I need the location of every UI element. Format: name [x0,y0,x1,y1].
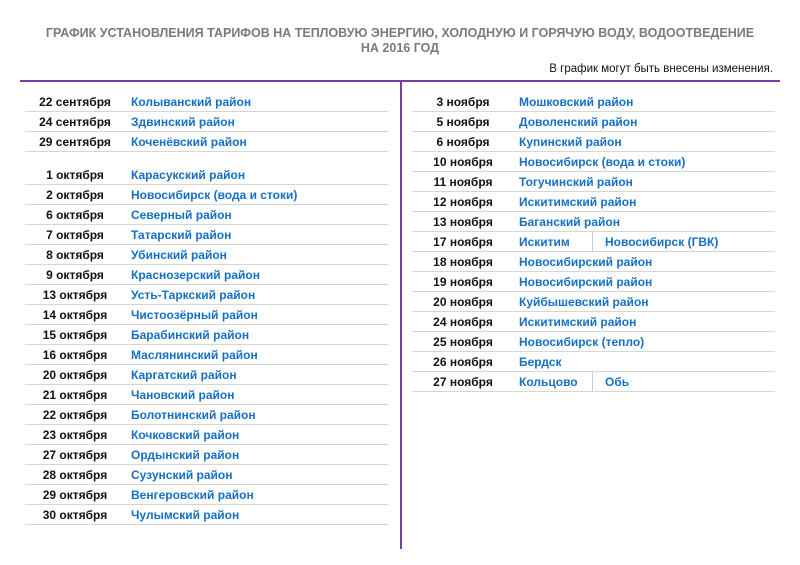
schedule-date: 28 октября [42,467,108,482]
schedule-row [25,345,388,365]
schedule-date: 27 ноября [433,374,493,389]
schedule-row [25,325,388,345]
schedule-place: Татарский район [131,227,232,242]
schedule-place: Новосибирск (тепло) [519,334,645,349]
schedule-place: Каргатский район [131,367,237,382]
schedule-place: Кольцово [519,374,578,389]
schedule-place: Северный район [131,207,232,222]
schedule-date: 11 ноября [433,174,493,189]
schedule-row [25,385,388,405]
schedule-place: Болотнинский район [131,407,256,422]
schedule-date: 6 октября [46,207,104,222]
schedule-row [25,225,388,245]
schedule-place: Коченёвский район [131,134,247,149]
schedule-place: Тогучинский район [519,174,633,189]
schedule-date: 14 октября [42,307,108,322]
schedule-row [25,165,388,185]
schedule-date: 16 октября [42,347,108,362]
schedule-row [413,92,775,112]
schedule-row [25,485,388,505]
schedule-date: 6 ноября [436,134,490,149]
column-divider [400,81,402,549]
schedule-date: 30 октября [42,507,108,522]
schedule-date: 24 ноября [433,314,493,329]
schedule-date: 15 октября [42,327,108,342]
schedule-row [25,92,388,112]
schedule-place: Здвинский район [131,114,235,129]
schedule-row [413,292,775,312]
schedule-place: Маслянинский район [131,347,258,362]
schedule-place: Доволенский район [519,114,638,129]
schedule-place: Новосибирск (вода и стоки) [519,154,686,169]
disclaimer-note: В график могут быть внесены изменения. [549,63,773,75]
schedule-row [413,352,775,372]
schedule-date: 13 октября [42,287,108,302]
schedule-place: Искитим [519,234,570,249]
schedule-place: Новосибирск (вода и стоки) [131,187,298,202]
schedule-date: 12 ноября [433,194,493,209]
title-line-2: НА 2016 ГОД [360,41,440,55]
schedule-row [25,465,388,485]
schedule-date: 25 ноября [433,334,493,349]
schedule-date: 29 сентября [39,134,111,149]
schedule-place: Колыванский район [131,94,252,109]
schedule-date: 8 октября [46,247,104,262]
schedule-row [25,405,388,425]
schedule-row [413,212,775,232]
schedule-date: 24 сентября [39,114,111,129]
schedule-place: Венгеровский район [131,487,254,502]
schedule-place: Новосибирский район [519,274,653,289]
schedule-row [25,305,388,325]
schedule-date: 20 ноября [433,294,493,309]
schedule-place: Карасукский район [131,167,246,182]
schedule-date: 5 ноября [436,114,490,129]
schedule-right-column [413,92,775,392]
schedule-date: 22 октября [42,407,108,422]
schedule-row [413,152,775,172]
schedule-place: Сузунский район [131,467,233,482]
schedule-date: 20 октября [42,367,108,382]
schedule-row [413,372,775,392]
schedule-left-column [25,92,388,525]
schedule-row [413,332,775,352]
schedule-date: 1 октября [46,167,104,182]
schedule-date: 10 ноября [433,154,493,169]
title-line-1: ГРАФИК УСТАНОВЛЕНИЯ ТАРИФОВ НА ТЕПЛОВУЮ ЭНЕРГИЮ, ХОЛОДНУЮ И ГОРЯЧУЮ ВОДУ, ВОДООТВЕДЕНИЕ [45,26,755,40]
schedule-date: 17 ноября [433,234,493,249]
schedule-date: 26 ноября [433,354,493,369]
schedule-row [25,205,388,225]
schedule-place: Баганский район [519,214,620,229]
schedule-row [25,285,388,305]
schedule-place: Новосибирский район [519,254,653,269]
page-title [0,26,800,56]
schedule-date: 3 ноября [436,94,490,109]
schedule-place: Убинский район [131,247,227,262]
schedule-date: 9 октября [46,267,104,282]
schedule-place: Новосибирск (ГВК) [592,232,718,251]
schedule-row [25,245,388,265]
schedule-place: Чановский район [131,387,235,402]
schedule-row [413,312,775,332]
schedule-place: Бердск [519,354,562,369]
schedule-place: Куйбышевский район [519,294,649,309]
schedule-row [25,425,388,445]
schedule-row [25,265,388,285]
schedule-place: Мошковский район [519,94,634,109]
schedule-row [413,252,775,272]
schedule-place: Искитимский район [519,194,637,209]
schedule-place: Обь [592,372,629,391]
schedule-row [25,132,388,152]
schedule-place: Чулымский район [131,507,240,522]
schedule-date: 2 октября [46,187,104,202]
schedule-date: 27 октября [42,447,108,462]
schedule-row [25,365,388,385]
schedule-row [25,185,388,205]
schedule-place: Чистоозёрный район [131,307,258,322]
schedule-row [413,172,775,192]
schedule-place: Ордынский район [131,447,240,462]
schedule-date: 22 сентября [39,94,111,109]
schedule-row [25,445,388,465]
schedule-place: Усть-Таркский район [131,287,256,302]
schedule-date: 18 ноября [433,254,493,269]
schedule-place: Кочковский район [131,427,240,442]
schedule-date: 19 ноября [433,274,493,289]
schedule-row [413,192,775,212]
schedule-place: Краснозерский район [131,267,260,282]
schedule-row [25,505,388,525]
schedule-row [413,272,775,292]
schedule-row [413,232,775,252]
schedule-date: 23 октября [42,427,108,442]
schedule-place: Барабинский район [131,327,250,342]
schedule-row [25,112,388,132]
schedule-date: 13 ноября [433,214,493,229]
schedule-date: 21 октября [42,387,108,402]
schedule-row [413,112,775,132]
schedule-place: Искитимский район [519,314,637,329]
schedule-date: 29 октября [42,487,108,502]
schedule-place: Купинский район [519,134,622,149]
schedule-row [413,132,775,152]
schedule-date: 7 октября [46,227,104,242]
